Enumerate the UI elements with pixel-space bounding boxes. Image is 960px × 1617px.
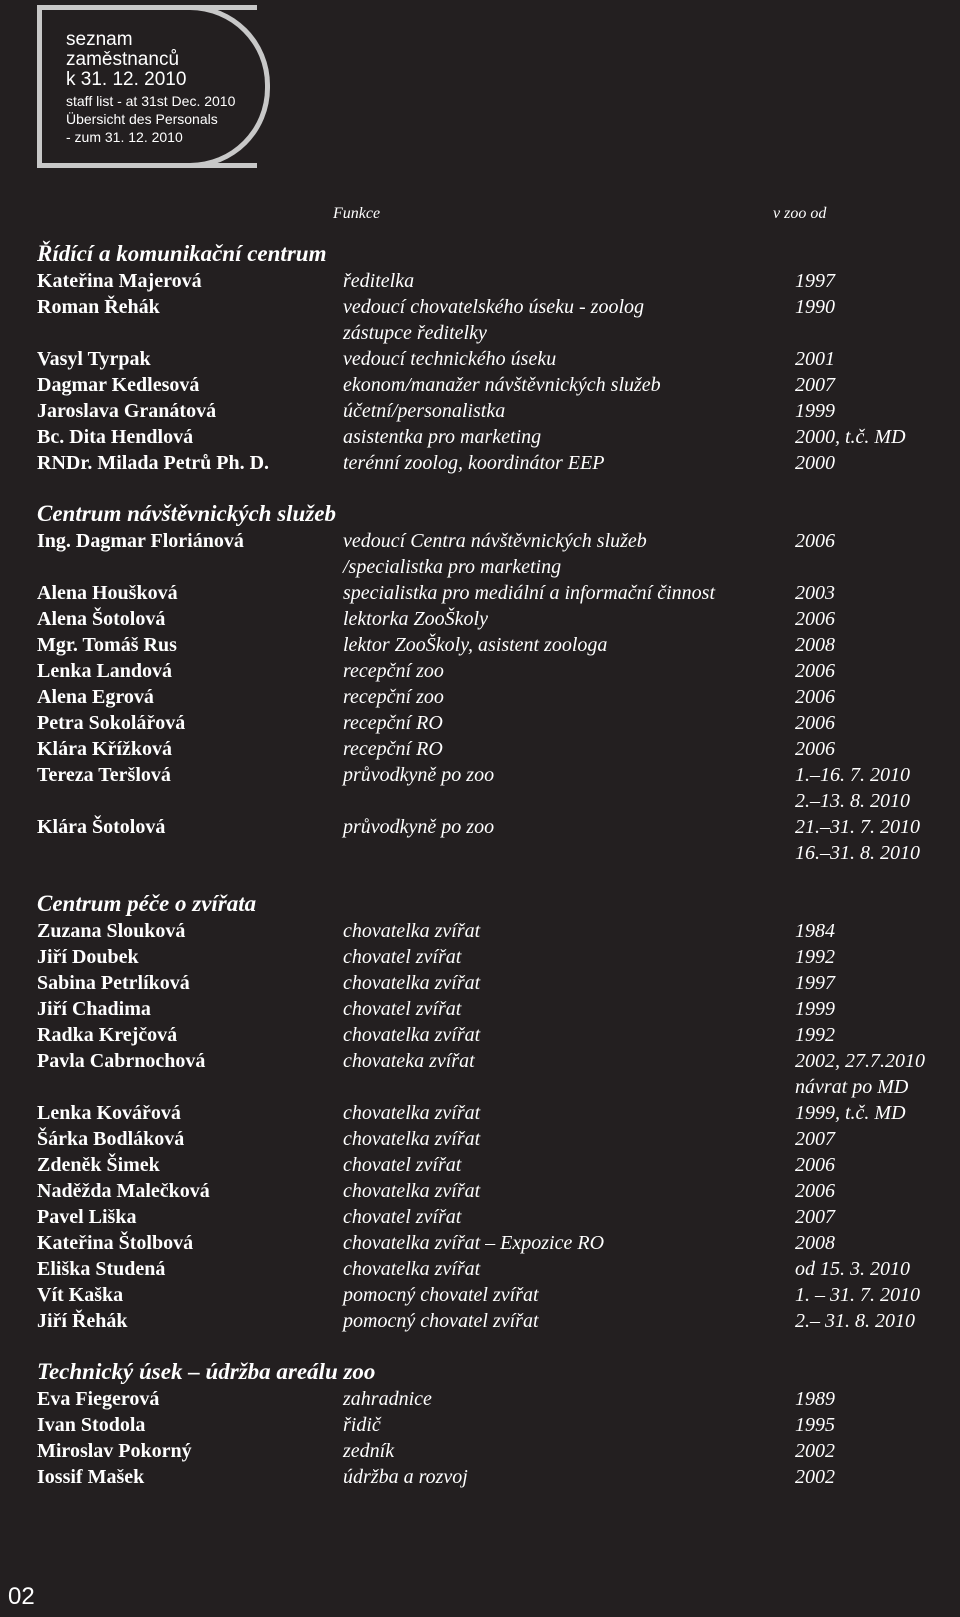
- staff-name: Kateřina Majerová: [37, 270, 202, 292]
- staff-name: Petra Sokolářová: [37, 712, 186, 734]
- staff-since: [795, 1464, 835, 1490]
- staff-function-line: řidič: [343, 1414, 381, 1436]
- staff-since-line: 2006: [795, 1180, 835, 1202]
- staff-since: [795, 580, 835, 606]
- staff-function-line: chovatel zvířat: [343, 1154, 462, 1176]
- staff-function-line: vedoucí chovatelského úseku - zoolog: [343, 296, 645, 318]
- staff-name: Pavel Liška: [37, 1206, 137, 1228]
- staff-function: [343, 684, 444, 710]
- staff-name: Zuzana Slouková: [37, 920, 186, 942]
- staff-function: [343, 762, 494, 788]
- staff-since-line: 2002: [795, 1466, 835, 1488]
- staff-function: [343, 1438, 394, 1464]
- staff-since: [795, 398, 835, 424]
- staff-since: [795, 1412, 835, 1438]
- staff-since: [795, 736, 835, 762]
- column-header-function: Funkce: [333, 205, 381, 222]
- staff-function-line: chovatelka zvířat: [343, 1128, 481, 1150]
- staff-row: [37, 1230, 957, 1256]
- staff-function-line: recepční RO: [343, 712, 443, 734]
- staff-since-line: 2008: [795, 634, 835, 656]
- staff-function: [343, 398, 505, 424]
- staff-since: [795, 372, 835, 398]
- staff-since-line: 1999: [795, 998, 835, 1020]
- header-title-block: [66, 30, 235, 146]
- staff-since: [795, 996, 835, 1022]
- staff-row: [37, 918, 957, 944]
- header-title-line: zaměstnanců: [66, 49, 180, 70]
- staff-row: [37, 762, 957, 814]
- staff-row: [37, 424, 957, 450]
- staff-since: [795, 294, 835, 320]
- staff-since: [795, 424, 906, 450]
- staff-name: Miroslav Pokorný: [37, 1440, 192, 1462]
- staff-since-line: 2006: [795, 712, 835, 734]
- staff-function-line: vedoucí technického úseku: [343, 348, 557, 370]
- staff-since: [795, 1308, 915, 1334]
- staff-since-line: 2.–13. 8. 2010: [795, 790, 910, 812]
- staff-since: [795, 632, 835, 658]
- staff-name: Jiří Řehák: [37, 1310, 128, 1332]
- staff-function-line: chovatel zvířat: [343, 946, 462, 968]
- staff-function: [343, 1126, 480, 1152]
- staff-section: [37, 240, 957, 476]
- staff-name: Iossif Mašek: [37, 1466, 145, 1488]
- staff-name: Ing. Dagmar Floriánová: [37, 530, 244, 552]
- staff-name: Vasyl Tyrpak: [37, 348, 151, 370]
- staff-row: [37, 1152, 957, 1178]
- staff-since: [795, 1100, 906, 1126]
- header-title-line: k 31. 12. 2010: [66, 69, 187, 90]
- staff-since: [795, 658, 835, 684]
- staff-row: [37, 294, 957, 346]
- staff-row: [37, 372, 957, 398]
- staff-function: [343, 528, 647, 580]
- staff-row: [37, 606, 957, 632]
- staff-since-line: návrat po MD: [795, 1076, 909, 1098]
- staff-name: RNDr. Milada Petrů Ph. D.: [37, 452, 270, 474]
- staff-since-line: 16.–31. 8. 2010: [795, 842, 920, 864]
- staff-since-line: 2006: [795, 686, 835, 708]
- staff-name: Mgr. Tomáš Rus: [37, 634, 177, 656]
- staff-function-line: účetní/personalistka: [343, 400, 506, 422]
- staff-row: [37, 1308, 957, 1334]
- staff-name: Eva Fiegerová: [37, 1388, 160, 1410]
- header-subtitle-line: staff list - at 31st Dec. 2010: [66, 93, 236, 109]
- staff-function: [343, 736, 443, 762]
- staff-function: [343, 606, 488, 632]
- staff-function: [343, 944, 461, 970]
- staff-since-line: 2002: [795, 1440, 835, 1462]
- section-title: Technický úsek – údržba areálu zoo: [37, 1359, 376, 1384]
- staff-row: [37, 1256, 957, 1282]
- staff-since: [795, 970, 835, 996]
- staff-since-line: 1.–16. 7. 2010: [795, 764, 910, 786]
- staff-since-line: 2.– 31. 8. 2010: [795, 1310, 915, 1332]
- staff-since-line: 1997: [795, 270, 835, 292]
- staff-function-line: pomocný chovatel zvířat: [343, 1310, 539, 1332]
- staff-function-line: průvodkyně po zoo: [343, 764, 495, 786]
- staff-function: [343, 1178, 480, 1204]
- staff-function: [343, 346, 556, 372]
- staff-row: [37, 1178, 957, 1204]
- staff-since: [795, 814, 920, 866]
- staff-row: [37, 580, 957, 606]
- staff-function: [343, 970, 480, 996]
- staff-name: Jaroslava Granátová: [37, 400, 217, 422]
- staff-since: [795, 346, 835, 372]
- staff-function-line: terénní zoolog, koordinátor EEP: [343, 452, 605, 474]
- staff-function-line: chovatel zvířat: [343, 998, 462, 1020]
- staff-since-line: 21.–31. 7. 2010: [795, 816, 920, 838]
- staff-since: [795, 1048, 925, 1100]
- staff-row: [37, 736, 957, 762]
- staff-name: Klára Křížková: [37, 738, 172, 760]
- column-header-since: v zoo od: [773, 205, 827, 222]
- staff-name: Ivan Stodola: [37, 1414, 146, 1436]
- staff-name: Alena Houšková: [37, 582, 178, 604]
- staff-function: [343, 632, 607, 658]
- header-subtitle-line: Übersicht des Personals: [66, 111, 218, 127]
- staff-function: [343, 1464, 468, 1490]
- staff-name: Pavla Cabrnochová: [37, 1050, 206, 1072]
- staff-since: [795, 684, 835, 710]
- staff-row: [37, 1438, 957, 1464]
- staff-since: [795, 528, 835, 554]
- staff-row: [37, 1464, 957, 1490]
- staff-since-line: 2000, t.č. MD: [795, 426, 906, 448]
- staff-name: Sabina Petrlíková: [37, 972, 190, 994]
- staff-function-line: chovatelka zvířat: [343, 972, 481, 994]
- staff-function-line: lektor ZooŠkoly, asistent zoologa: [343, 634, 608, 656]
- staff-list: [37, 240, 957, 1514]
- staff-since-line: 2006: [795, 738, 835, 760]
- staff-function-line: /specialistka pro marketing: [343, 556, 562, 578]
- staff-since: [795, 944, 835, 970]
- staff-since-line: 1997: [795, 972, 835, 994]
- staff-since: [795, 1152, 835, 1178]
- staff-name: Dagmar Kedlesová: [37, 374, 200, 396]
- staff-function-line: zedník: [343, 1440, 395, 1462]
- staff-name: Lenka Landová: [37, 660, 173, 682]
- staff-name: Alena Egrová: [37, 686, 154, 708]
- staff-function-line: lektorka ZooŠkoly: [343, 608, 488, 630]
- staff-row: [37, 1204, 957, 1230]
- staff-function: [343, 1152, 461, 1178]
- staff-function: [343, 1230, 604, 1256]
- staff-since: [795, 918, 835, 944]
- section-title: Centrum péče o zvířata: [37, 891, 257, 916]
- staff-since: [795, 762, 910, 814]
- staff-function: [343, 1256, 480, 1282]
- staff-since-line: 2008: [795, 1232, 835, 1254]
- staff-since: [795, 1022, 835, 1048]
- staff-name: Lenka Kovářová: [37, 1102, 181, 1124]
- staff-since-line: 1995: [795, 1414, 835, 1436]
- staff-function-line: ekonom/manažer návštěvnických služeb: [343, 374, 661, 396]
- staff-function-line: chovatelka zvířat: [343, 1024, 481, 1046]
- staff-function-line: průvodkyně po zoo: [343, 816, 495, 838]
- staff-since: [795, 1438, 835, 1464]
- header-title-line: seznam: [66, 29, 133, 50]
- staff-since-line: 2007: [795, 1206, 835, 1228]
- staff-function: [343, 1308, 539, 1334]
- staff-name: Roman Řehák: [37, 296, 160, 318]
- staff-function: [343, 268, 414, 294]
- staff-since: [795, 1386, 835, 1412]
- staff-since: [795, 710, 835, 736]
- staff-function: [343, 918, 480, 944]
- staff-row: [37, 684, 957, 710]
- staff-function: [343, 1022, 480, 1048]
- staff-since: [795, 1204, 835, 1230]
- staff-row: [37, 1412, 957, 1438]
- staff-name: Vít Kaška: [37, 1284, 124, 1306]
- staff-since: [795, 1230, 835, 1256]
- staff-since-line: 2001: [795, 348, 835, 370]
- staff-function-line: vedoucí Centra návštěvnických služeb: [343, 530, 647, 552]
- section-title: Centrum návštěvnických služeb: [37, 501, 337, 526]
- staff-function: [343, 710, 443, 736]
- staff-row: [37, 528, 957, 580]
- staff-function: [343, 450, 604, 476]
- staff-function-line: údržba a rozvoj: [343, 1466, 468, 1488]
- staff-row: [37, 1126, 957, 1152]
- section-title: Řídící a komunikační centrum: [37, 241, 327, 266]
- staff-row: [37, 632, 957, 658]
- staff-name: Kateřina Štolbová: [37, 1232, 194, 1254]
- staff-row: [37, 944, 957, 970]
- staff-since-line: 1992: [795, 946, 835, 968]
- staff-function-line: chovatelka zvířat: [343, 1180, 481, 1202]
- staff-function: [343, 580, 715, 606]
- staff-name: Šárka Bodláková: [37, 1128, 185, 1150]
- staff-since-line: 1984: [795, 920, 835, 942]
- staff-since-line: 2007: [795, 1128, 835, 1150]
- staff-since-line: 1999, t.č. MD: [795, 1102, 906, 1124]
- staff-function: [343, 996, 461, 1022]
- staff-since-line: 2006: [795, 608, 835, 630]
- staff-name: Radka Krejčová: [37, 1024, 178, 1046]
- staff-name: Bc. Dita Hendlová: [37, 426, 194, 448]
- staff-since-line: 2007: [795, 374, 835, 396]
- staff-section: [37, 890, 957, 1334]
- page-number: 02: [8, 1583, 35, 1610]
- staff-function-line: pomocný chovatel zvířat: [343, 1284, 539, 1306]
- staff-since-line: 2006: [795, 530, 835, 552]
- staff-function-line: asistentka pro marketing: [343, 426, 542, 448]
- staff-row: [37, 996, 957, 1022]
- staff-since-line: 1989: [795, 1388, 835, 1410]
- staff-function: [343, 658, 444, 684]
- staff-row: [37, 268, 957, 294]
- staff-since-line: 2002, 27.7.2010: [795, 1050, 925, 1072]
- staff-function: [343, 814, 494, 840]
- staff-function-line: recepční zoo: [343, 686, 444, 708]
- staff-function-line: chovatelka zvířat: [343, 920, 481, 942]
- staff-function-line: zahradnice: [343, 1388, 432, 1410]
- staff-function-line: chovatelka zvířat: [343, 1258, 481, 1280]
- staff-function-line: recepční RO: [343, 738, 443, 760]
- staff-function-line: recepční zoo: [343, 660, 444, 682]
- staff-function: [343, 1100, 480, 1126]
- staff-since-line: od 15. 3. 2010: [795, 1258, 910, 1280]
- staff-name: Tereza Teršlová: [37, 764, 171, 786]
- staff-row: [37, 1386, 957, 1412]
- staff-since: [795, 1126, 835, 1152]
- staff-name: Jiří Doubek: [37, 946, 139, 968]
- staff-function-line: chovatelka zvířat – Expozice RO: [343, 1232, 605, 1254]
- staff-row: [37, 1022, 957, 1048]
- staff-row: [37, 658, 957, 684]
- staff-function: [343, 424, 541, 450]
- staff-name: Jiří Chadima: [37, 998, 151, 1020]
- staff-row: [37, 1048, 957, 1100]
- staff-function-line: zástupce ředitelky: [343, 322, 487, 344]
- staff-function-line: specialistka pro mediální a informační činnost: [343, 582, 716, 604]
- staff-row: [37, 450, 957, 476]
- staff-row: [37, 1100, 957, 1126]
- staff-since: [795, 268, 835, 294]
- staff-name: Zdeněk Šimek: [37, 1154, 160, 1176]
- staff-since: [795, 1256, 910, 1282]
- staff-function: [343, 1386, 432, 1412]
- staff-section: [37, 1358, 957, 1490]
- staff-row: [37, 814, 957, 866]
- staff-function-line: chovatelka zvířat: [343, 1102, 481, 1124]
- staff-since: [795, 606, 835, 632]
- staff-name: Klára Šotolová: [37, 816, 166, 838]
- staff-since: [795, 1282, 920, 1308]
- staff-row: [37, 970, 957, 996]
- staff-function-line: chovatel zvířat: [343, 1206, 462, 1228]
- staff-row: [37, 346, 957, 372]
- staff-since-line: 2006: [795, 1154, 835, 1176]
- staff-function: [343, 1204, 461, 1230]
- staff-function: [343, 1282, 539, 1308]
- staff-since-line: 1999: [795, 400, 835, 422]
- staff-section: [37, 500, 957, 866]
- staff-function-line: ředitelka: [343, 270, 415, 292]
- staff-row: [37, 398, 957, 424]
- staff-since-line: 1990: [795, 296, 835, 318]
- staff-name: Alena Šotolová: [37, 608, 166, 630]
- header-subtitle-line: - zum 31. 12. 2010: [66, 129, 183, 145]
- staff-since-line: 2000: [795, 452, 835, 474]
- staff-since-line: 1992: [795, 1024, 835, 1046]
- staff-row: [37, 710, 957, 736]
- staff-since: [795, 1178, 835, 1204]
- staff-row: [37, 1282, 957, 1308]
- staff-name: Naděžda Malečková: [37, 1180, 210, 1202]
- staff-function: [343, 372, 661, 398]
- staff-function: [343, 1412, 381, 1438]
- staff-since-line: 1. – 31. 7. 2010: [795, 1284, 920, 1306]
- staff-since-line: 2003: [795, 582, 835, 604]
- staff-since-line: 2006: [795, 660, 835, 682]
- staff-function: [343, 294, 644, 346]
- staff-function: [343, 1048, 475, 1074]
- staff-function-line: chovateka zvířat: [343, 1050, 475, 1072]
- staff-name: Eliška Studená: [37, 1258, 166, 1280]
- staff-since: [795, 450, 835, 476]
